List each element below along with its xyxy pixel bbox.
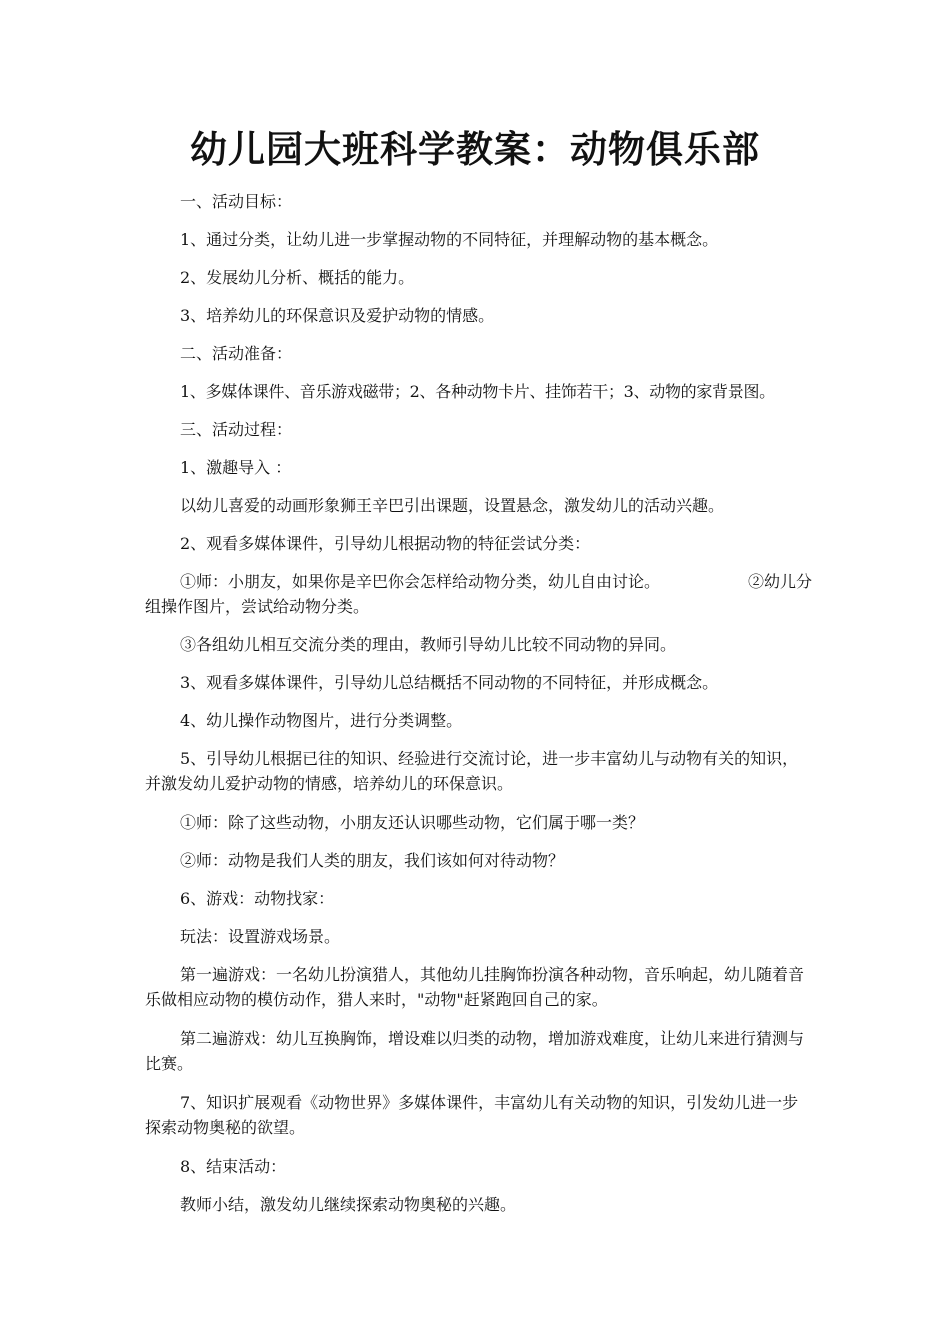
paragraph-step-2-items: ①师：小朋友，如果你是辛巴你会怎样给动物分类，幼儿自由讨论。 ②幼儿分组操作图片，尝试给动物分类。 — [145, 572, 813, 616]
section-heading-process: 三、活动过程： — [180, 420, 293, 439]
paragraph-step-5-q2: ②师：动物是我们人类的朋友，我们该如何对待动物？ — [180, 851, 565, 870]
paragraph-step-3: 3、观看多媒体课件，引导幼儿总结概括不同动物的不同特征，并形成概念。 — [180, 673, 719, 692]
paragraph-step-1-detail: 以幼儿喜爱的动画形象狮王辛巴引出课题，设置悬念，激发幼儿的活动兴趣。 — [180, 496, 725, 515]
paragraph-step-2: 2、观看多媒体课件，引导幼儿根据动物的特征尝试分类： — [180, 534, 591, 553]
paragraph-game-round-1: 第一遍游戏：一名幼儿扮演猎人，其他幼儿挂胸饰扮演各种动物，音乐响起，幼儿随着音乐做相应动物的模仿动作，猎人来时，"动物"赶紧跑回自己的家。 — [145, 965, 805, 1009]
paragraph-step-5: 5、引导幼儿根据已往的知识、经验进行交流讨论，进一步丰富幼儿与动物有关的知识，并激发幼儿爱护动物的情感，培养幼儿的环保意识。 — [145, 749, 799, 793]
paragraph-step-5-q1: ①师：除了这些动物，小朋友还认识哪些动物，它们属于哪一类？ — [180, 813, 645, 832]
paragraph-summary: 教师小结，激发幼儿继续探索动物奥秘的兴趣。 — [180, 1195, 517, 1214]
paragraph-step-1: 1、激趣导入 ： — [180, 458, 292, 477]
document-title: 幼儿园大班科学教案：动物俱乐部 — [190, 128, 760, 171]
paragraph-game-round-2: 第二遍游戏：幼儿互换胸饰，增设难以归类的动物，增加游戏难度，让幼儿来进行猜测与比赛。 — [145, 1029, 805, 1073]
paragraph-step-6: 6、游戏：动物找家： — [180, 889, 335, 908]
paragraph-game-rules: 玩法：设置游戏场景。 — [180, 927, 341, 946]
paragraph-step-4: 4、幼儿操作动物图片，进行分类调整。 — [180, 711, 463, 730]
section-heading-preparation: 二、活动准备： — [180, 344, 293, 363]
paragraph-step-7: 7、知识扩展观看《动物世界》多媒体课件，丰富幼儿有关动物的知识，引发幼儿进一步探索动物奥秘的欲望。 — [145, 1093, 799, 1137]
paragraph-goal-3: 3、培养幼儿的环保意识及爱护动物的情感。 — [180, 306, 495, 325]
paragraph-preparation: 1、多媒体课件、音乐游戏磁带；2、各种动物卡片、挂饰若干；3、动物的家背景图。 — [180, 382, 775, 401]
paragraph-goal-1: 1、通过分类，让幼儿进一步掌握动物的不同特征，并理解动物的基本概念。 — [180, 230, 719, 249]
paragraph-step-2-item-3: ③各组幼儿相互交流分类的理由，教师引导幼儿比较不同动物的异同。 — [180, 635, 677, 654]
section-heading-goals: 一、活动目标： — [180, 192, 293, 211]
paragraph-goal-2: 2、发展幼儿分析、概括的能力。 — [180, 268, 415, 287]
paragraph-step-8: 8、结束活动： — [180, 1157, 287, 1176]
